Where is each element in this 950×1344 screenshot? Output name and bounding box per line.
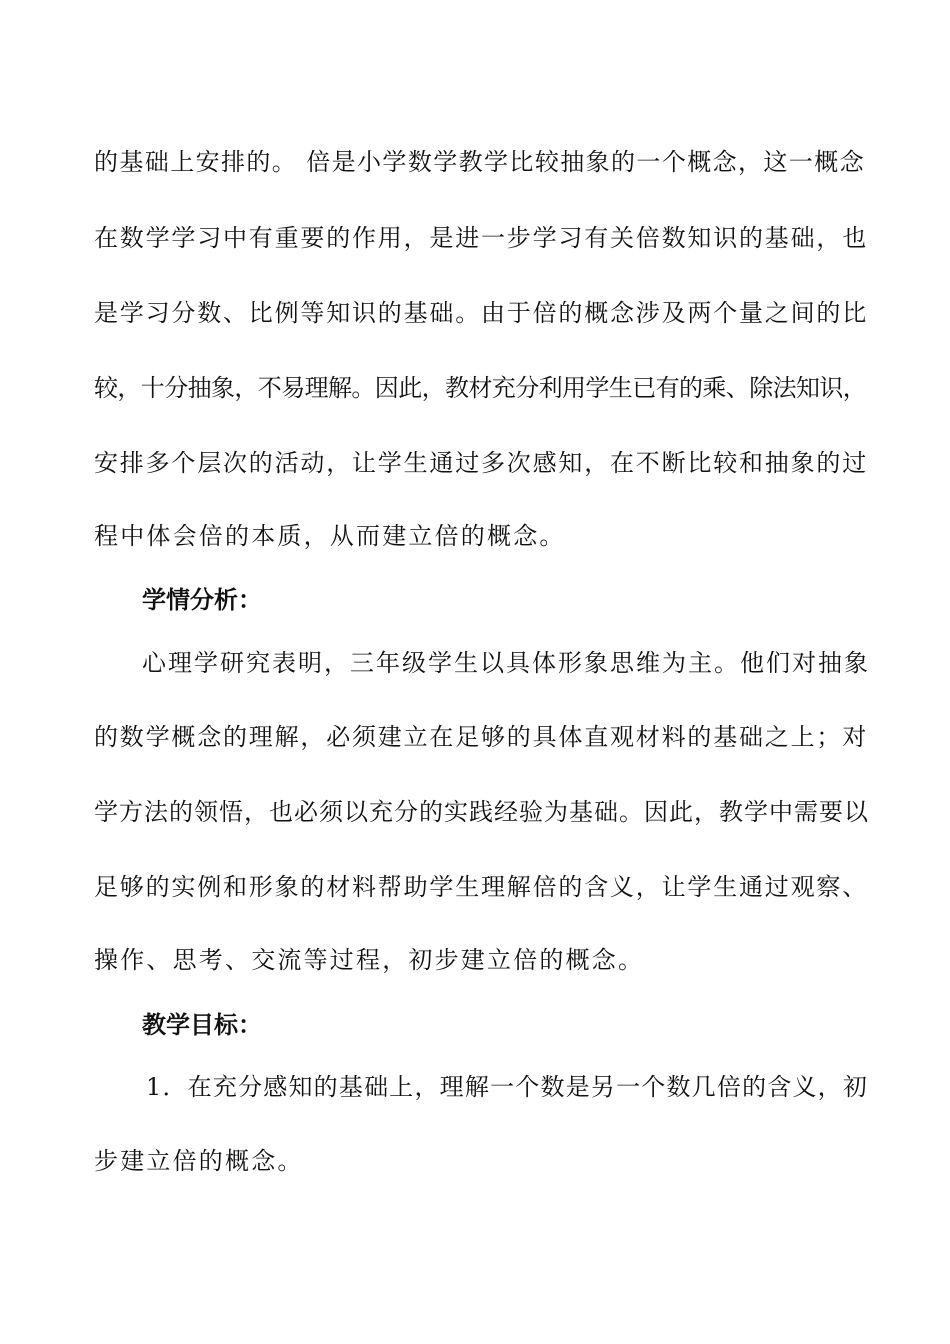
paragraph-2-line-1: 心理学研究表明，三年级学生以具体形象思维为主。他们对抽象 — [142, 649, 870, 677]
paragraph-1-line-1: 的基础上安排的。 倍是小学数学教学比较抽象的一个概念，这一概念 — [94, 148, 866, 176]
heading-teaching-goals: 教学目标： — [142, 1011, 262, 1039]
paragraph-2-line-4: 足够的实例和形象的材料帮助学生理解倍的含义，让学生通过观察、 — [94, 873, 868, 901]
heading-student-analysis: 学情分析： — [142, 586, 262, 614]
paragraph-1-line-3: 是学习分数、比例等知识的基础。由于倍的概念涉及两个量之间的比 — [94, 299, 868, 327]
goal-1-line-1: 1．在充分感知的基础上，理解一个数是另一个数几倍的含义，初 — [146, 1073, 869, 1101]
paragraph-2-line-5: 操作、思考、交流等过程，初步建立倍的概念。 — [94, 946, 645, 974]
paragraph-2-line-3: 学方法的领悟，也必须以充分的实践经验为基础。因此，教学中需要以 — [94, 798, 869, 826]
paragraph-2-line-2: 的数学概念的理解，必须建立在足够的具体直观材料的基础之上；对 — [94, 723, 868, 751]
paragraph-1-line-2: 在数学学习中有重要的作用，是进一步学习有关倍数知识的基础，也 — [94, 224, 868, 252]
paragraph-1-line-5: 安排多个层次的活动，让学生通过多次感知，在不断比较和抽象的过 — [94, 449, 868, 477]
paragraph-1-line-4: 较，十分抽象，不易理解。因此，教材充分利用学生已有的乘、除法知识， — [94, 374, 867, 402]
paragraph-1-line-6: 程中体会倍的本质，从而建立倍的概念。 — [94, 522, 566, 550]
goal-1-line-2: 步建立倍的概念。 — [94, 1147, 304, 1175]
